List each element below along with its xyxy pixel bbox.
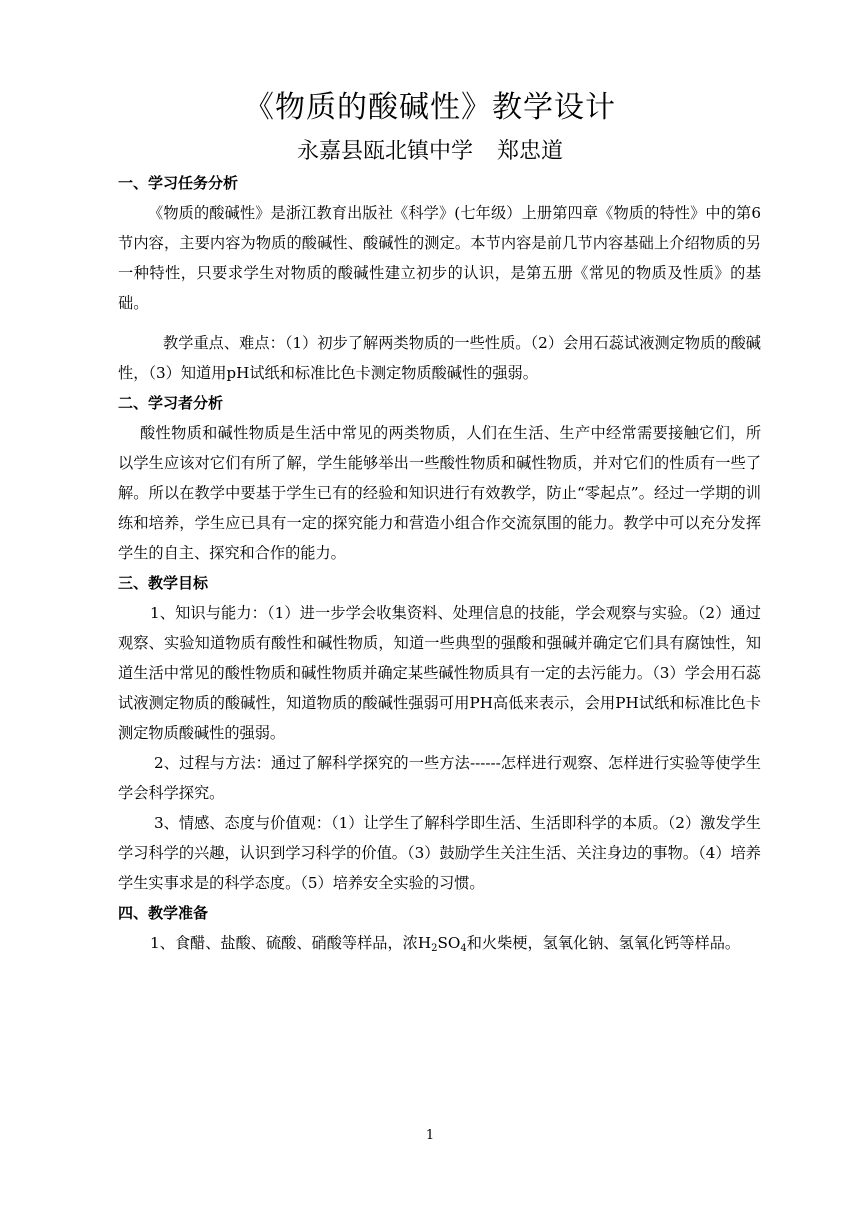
- paragraph: 《物质的酸碱性》是浙江教育出版社《科学》(七年级）上册第四章《物质的特性》中的第6节内容，主要内容为物质的酸碱性、酸碱性的测定。本节内容是前几节内容基础上介绍物质的另一种特性，只要求学生对物质的酸碱性建立初步的认识，是第五册《常见的物质及性质》的基础。: [118, 204, 761, 312]
- text-run: 1、食醋、盐酸、硫酸、硝酸等样品，浓H: [150, 934, 432, 952]
- paragraph: 3、情感、态度与价值观：（1）让学生了解科学即生活、生活即科学的本质。（2）激发学生学习科学的兴趣，认识到学习科学的价值。（3）鼓励学生关注生活、关注身边的事物。（4）培养学生实事求是的科学态度。（5）培养安全实验的习惯。: [118, 814, 761, 892]
- section-heading: 三、教学目标: [118, 574, 209, 592]
- paragraph: 酸性物质和碱性物质是生活中常见的两类物质，人们在生活、生产中经常需要接触它们，所以学生应该对它们有所了解，学生能够举出一些酸性物质和碱性物质，并对它们的性质有一些了解。所以在教学中要基于学生已有的经验和知识进行有效教学，防止“零起点”。经过一学期的训练和培养，学生应已具有一定的探究能力和营造小组合作交流氛围的能力。教学中可以充分发挥学生的自主、探究和合作的能力。: [118, 424, 761, 562]
- subscript: 4: [460, 943, 467, 954]
- paragraph: 教学重点、难点：（1）初步了解两类物质的一些性质。（2）会用石蕊试液测定物质的酸碱性，（3）知道用pH试纸和标准比色卡测定物质酸碱性的强弱。: [118, 334, 761, 382]
- paragraph: [118, 928, 761, 958]
- paragraph: 2、过程与方法：通过了解科学探究的一些方法------怎样进行观察、怎样进行实验等使学生学会科学探究。: [118, 754, 761, 802]
- page-number: 1: [425, 1128, 435, 1143]
- author-school: 永嘉县瓯北镇中学: [296, 139, 473, 164]
- document-title: 《物质的酸碱性》教学设计: [244, 90, 616, 125]
- document-body: [118, 168, 761, 958]
- section-heading: 一、学习任务分析: [118, 174, 239, 192]
- subscript: 2: [431, 943, 438, 954]
- text-run: 和火柴梗，氢氧化钠、氢氧化钙等样品。: [466, 934, 741, 952]
- text-run: SO: [437, 934, 461, 952]
- author-name: 郑忠道: [497, 139, 564, 164]
- section-heading: 二、学习者分析: [118, 394, 224, 412]
- paragraph: 1、知识与能力：（1）进一步学会收集资料、处理信息的技能，学会观察与实验。（2）通过观察、实验知道物质有酸性和碱性物质，知道一些典型的强酸和强碱并确定它们具有腐蚀性，知道生活中常见的酸性物质和碱性物质并确定某些碱性物质具有一定的去污能力。（3）学会用石蕊试液测定物质的酸碱性，知道物质的酸碱性强弱可用PH高低来表示，会用PH试纸和标准比色卡测定物质酸碱性的强弱。: [118, 604, 761, 742]
- section-heading: 四、教学准备: [118, 904, 209, 922]
- author-line: [0, 136, 860, 168]
